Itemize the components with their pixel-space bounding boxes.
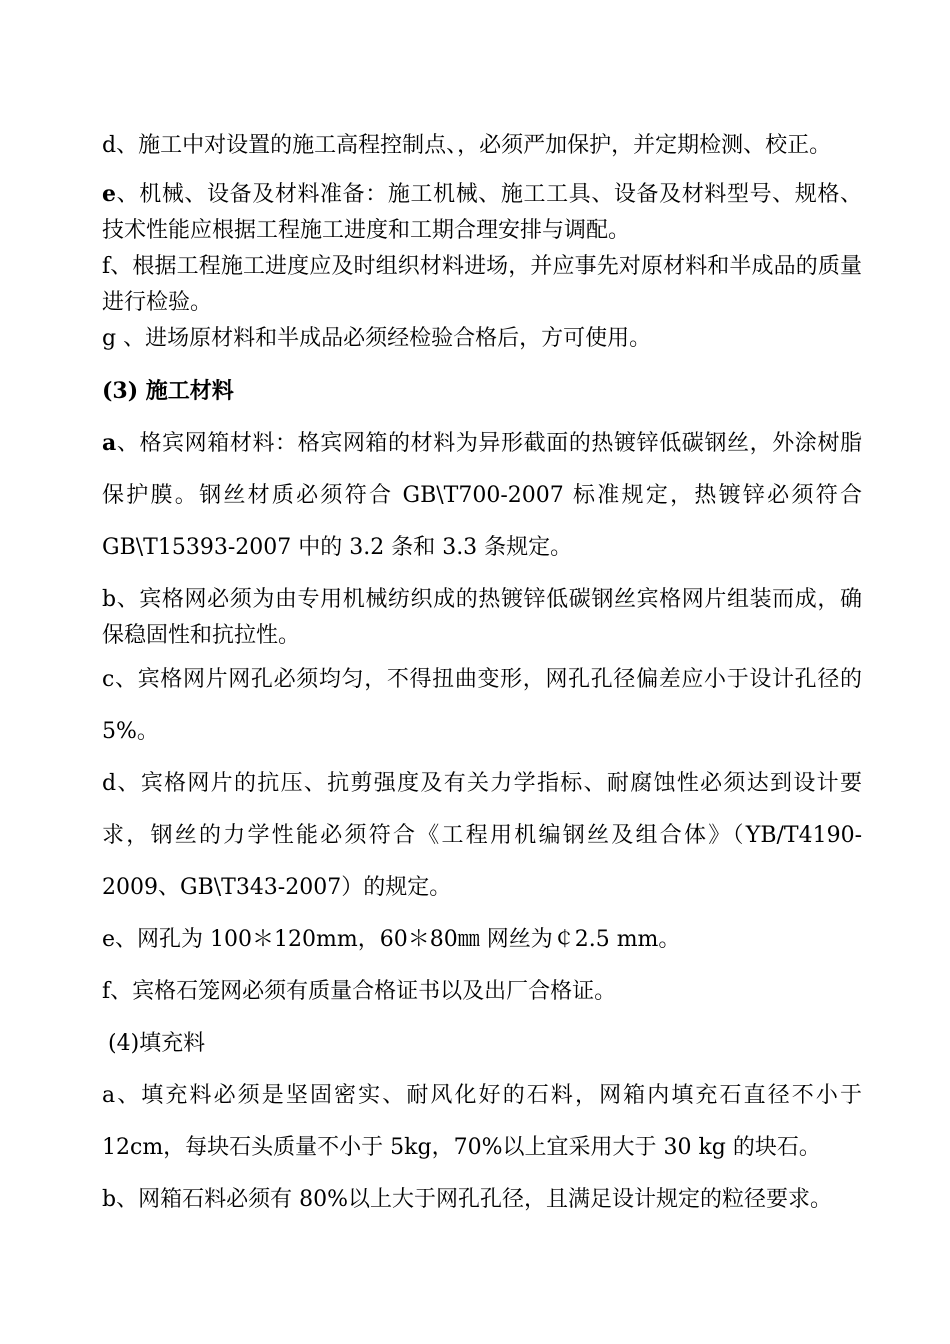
paragraph-text: 、填充料必须是坚固密实、耐风化好的石料，网箱内填充石直径不小于 12cm，每块石头质量不小于 5kg，70%以上宜采用大于 30 kg 的块石。 xyxy=(102,1083,862,1160)
paragraph-text: 、网孔为 100＊120mm，60＊80㎜ 网丝为￠2.5 mm。 xyxy=(115,927,681,952)
paragraph-d-mesh-strength xyxy=(102,758,862,914)
paragraph-text: 、根据工程施工进度应及时组织材料进场，并应事先对原材料和半成品的质量进行检验。 xyxy=(102,254,862,315)
item-letter: b xyxy=(102,1187,117,1212)
paragraph-b-gabion-mesh xyxy=(102,582,862,654)
item-letter: a xyxy=(102,430,117,456)
paragraph-f-materials-entry xyxy=(102,249,862,321)
paragraph-g-inspection xyxy=(102,321,862,357)
paragraph-d-control-points xyxy=(102,128,862,164)
section-title: 施工材料 xyxy=(138,378,234,404)
paragraph-b-stone-size xyxy=(102,1174,862,1226)
item-letter: b xyxy=(102,587,117,612)
item-letter: c xyxy=(102,667,115,692)
paragraph-text: 、宾格网片网孔必须均匀，不得扭曲变形，网孔孔径偏差应小于设计孔径的 5%。 xyxy=(102,667,862,744)
section-title: (4)填充料 xyxy=(108,1031,206,1056)
item-letter: e xyxy=(102,181,116,207)
paragraph-a-gabion-material xyxy=(102,417,862,574)
item-letter: d xyxy=(102,133,117,158)
paragraph-e-equipment xyxy=(102,176,862,249)
paragraph-text: 、宾格石笼网必须有质量合格证书以及出厂合格证。 xyxy=(110,979,617,1004)
item-letter: d xyxy=(102,771,117,796)
paragraph-a-filler-stone xyxy=(102,1070,862,1174)
item-letter: e xyxy=(102,927,116,952)
section-number: (3) xyxy=(102,378,139,404)
section-heading-filler xyxy=(102,1018,862,1070)
paragraph-e-mesh-size xyxy=(102,914,862,966)
paragraph-text: 、施工中对设置的施工高程控制点、，必须严加保护，并定期检测、校正。 xyxy=(116,133,832,158)
paragraph-f-certificates xyxy=(102,966,862,1018)
paragraph-c-mesh-holes xyxy=(102,654,862,758)
paragraph-text: 、进场原材料和半成品必须经检验合格后，方可使用。 xyxy=(116,326,652,351)
item-letter: a xyxy=(102,1083,116,1108)
paragraph-text: 、网箱石料必须有 80%以上大于网孔孔径，且满足设计规定的粒径要求。 xyxy=(116,1187,832,1212)
item-letter: g xyxy=(102,326,117,351)
item-letter: f xyxy=(102,254,111,279)
item-letter: f xyxy=(102,979,111,1004)
document-page xyxy=(102,128,862,1226)
paragraph-text: 、宾格网片的抗压、抗剪强度及有关力学指标、耐腐蚀性必须达到设计要求，钢丝的力学性能必须符合《工程用机编钢丝及组合体》（YB/T4190-2009、GB\T343-2007）的规定。 xyxy=(102,771,862,900)
paragraph-text: 、机械、设备及材料准备：施工机械、施工工具、设备及材料型号、规格、技术性能应根据工程施工进度和工期合理安排与调配。 xyxy=(102,182,862,243)
paragraph-text: 、格宾网箱材料：格宾网箱的材料为异形截面的热镀锌低碳钢丝，外涂树脂保护膜。钢丝材质必须符合 GB\T700-2007 标准规定，热镀锌必须符合 GB\T15393-2007 中的 3.2 条和 3.3 条规定。 xyxy=(102,431,862,560)
paragraph-text: 、宾格网必须为由专用机械纺织成的热镀锌低碳钢丝宾格网片组装而成，确保稳固性和抗拉性。 xyxy=(102,587,862,648)
section-heading-construction-materials xyxy=(102,373,862,409)
